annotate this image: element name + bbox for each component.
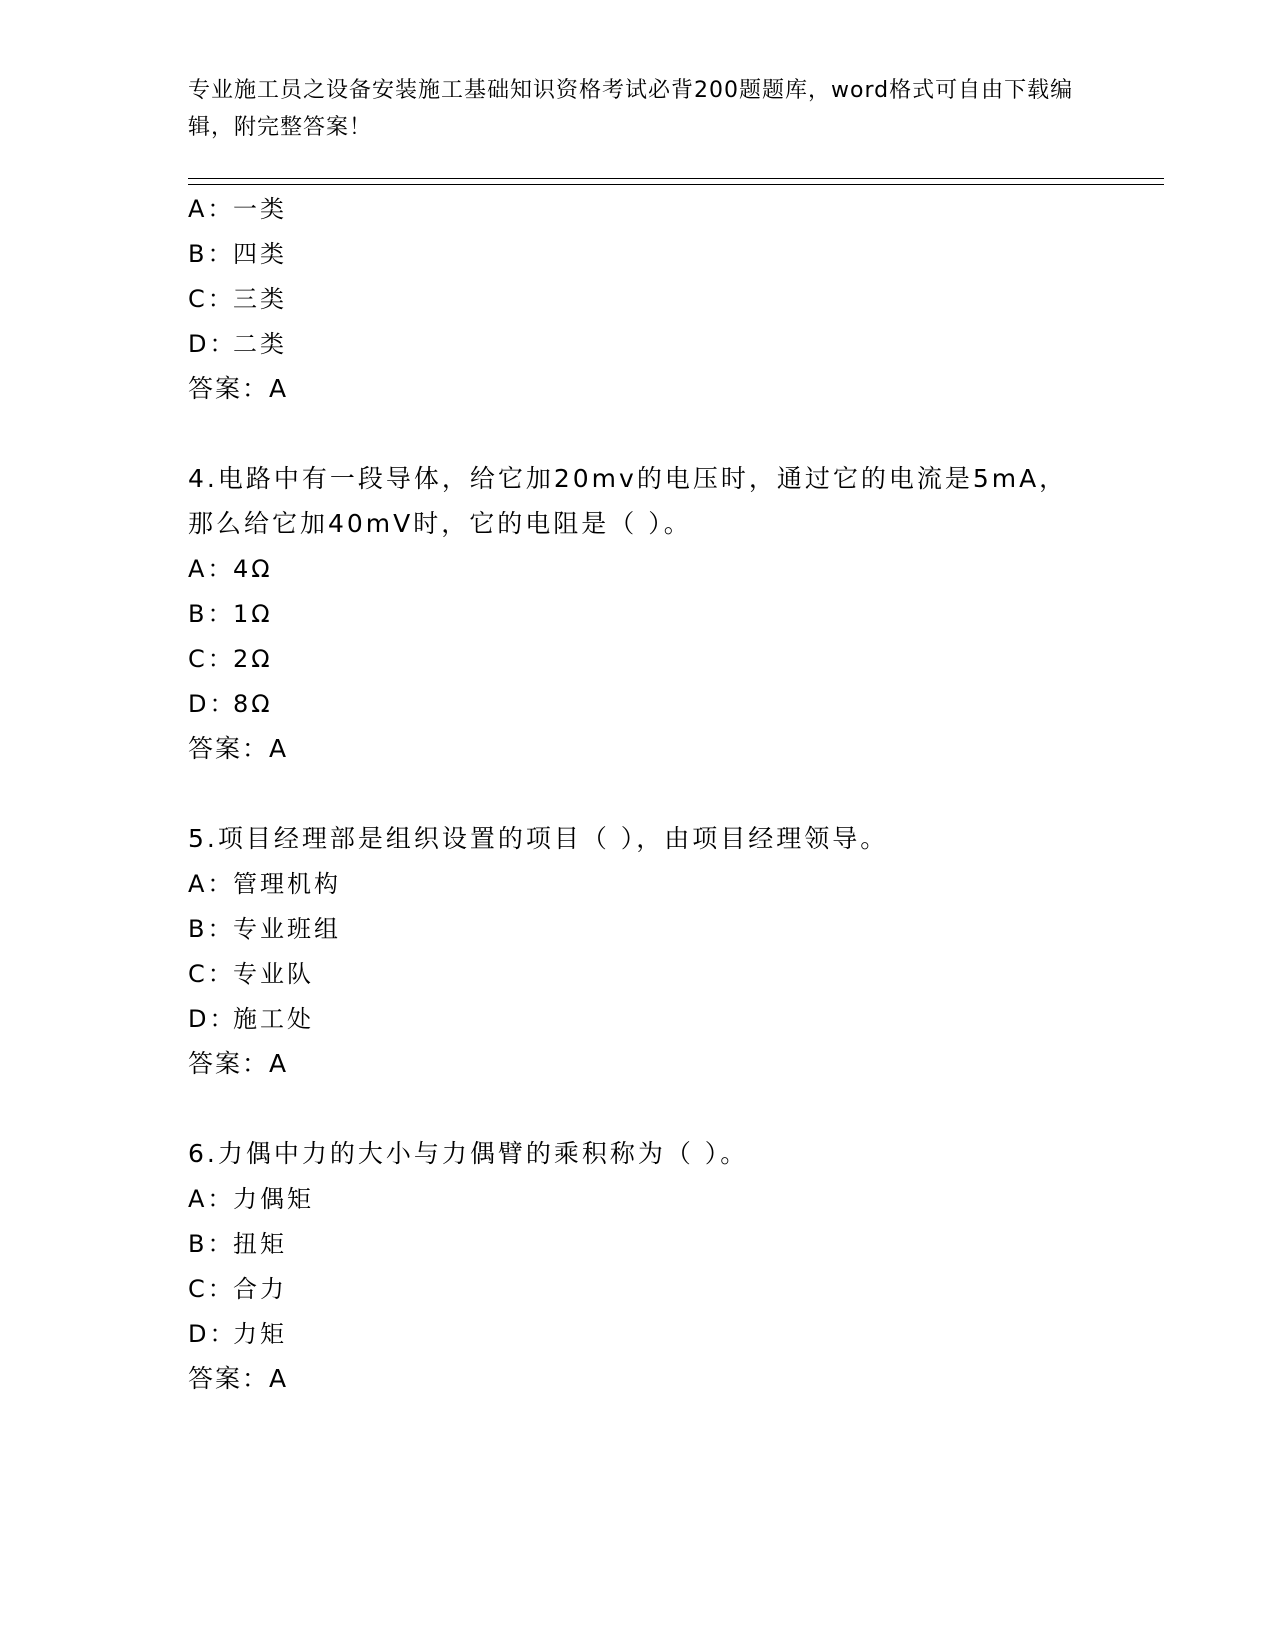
header-rule-bottom [188,184,1164,185]
option-text: 8Ω [233,690,273,718]
header-rule-top [188,178,1164,179]
option-letter: B： [188,240,235,268]
q5-option-a [188,869,341,899]
option-text: 合力 [233,1275,287,1303]
option-text: 施工处 [233,1005,314,1033]
q5-stem-line1: 5.项目经理部是组织设置的项目（ ），由项目经理领导。 [188,824,889,853]
q6-option-b [188,1229,287,1259]
option-text: 二类 [233,330,287,358]
option-letter: C： [188,1275,235,1303]
q5-answer: 答案：A [188,1049,289,1078]
option-letter: D： [188,330,237,358]
q4-option-d [188,689,273,719]
q5-option-d [188,1004,314,1034]
option-text: 三类 [233,285,287,313]
q4-option-a [188,554,273,584]
q4-option-b [188,599,273,629]
q4-stem-line2: 那么给它加40mV时，它的电阻是（ ）。 [188,509,692,538]
q3-option-b [188,239,287,269]
q5-option-b [188,914,341,944]
option-letter: D： [188,690,237,718]
option-letter: C： [188,285,235,313]
option-text: 管理机构 [233,870,341,898]
option-letter: D： [188,1320,237,1348]
option-letter: B： [188,915,235,943]
option-letter: C： [188,645,235,673]
q5-option-c [188,959,314,989]
option-letter: A： [188,195,235,223]
option-letter: B： [188,600,235,628]
q3-option-d [188,329,287,359]
option-letter: A： [188,870,235,898]
option-letter: A： [188,555,235,583]
q6-option-d [188,1319,287,1349]
q6-stem-line1: 6.力偶中力的大小与力偶臂的乘积称为（ ）。 [188,1139,749,1168]
option-text: 扭矩 [233,1230,287,1258]
q6-answer: 答案：A [188,1364,289,1393]
option-text: 4Ω [233,555,273,583]
q6-option-a [188,1184,314,1214]
q3-option-c [188,284,287,314]
q4-stem-line1: 4.电路中有一段导体，给它加20mv的电压时，通过它的电流是5mA， [188,464,1068,493]
option-letter: A： [188,1185,235,1213]
option-text: 四类 [233,240,287,268]
q4-option-c [188,644,273,674]
option-text: 一类 [233,195,287,223]
option-letter: D： [188,1005,237,1033]
option-letter: B： [188,1230,235,1258]
option-letter: C： [188,960,235,988]
option-text: 力矩 [233,1320,287,1348]
q6-option-c [188,1274,287,1304]
q4-answer: 答案：A [188,734,289,763]
q3-option-a [188,194,287,224]
q3-answer: 答案：A [188,374,289,403]
document-header: 专业施工员之设备安装施工基础知识资格考试必背200题题库，word格式可自由下载编辑，附完整答案！ [188,78,1074,140]
option-text: 1Ω [233,600,273,628]
option-text: 专业队 [233,960,314,988]
option-text: 力偶矩 [233,1185,314,1213]
option-text: 专业班组 [233,915,341,943]
option-text: 2Ω [233,645,273,673]
